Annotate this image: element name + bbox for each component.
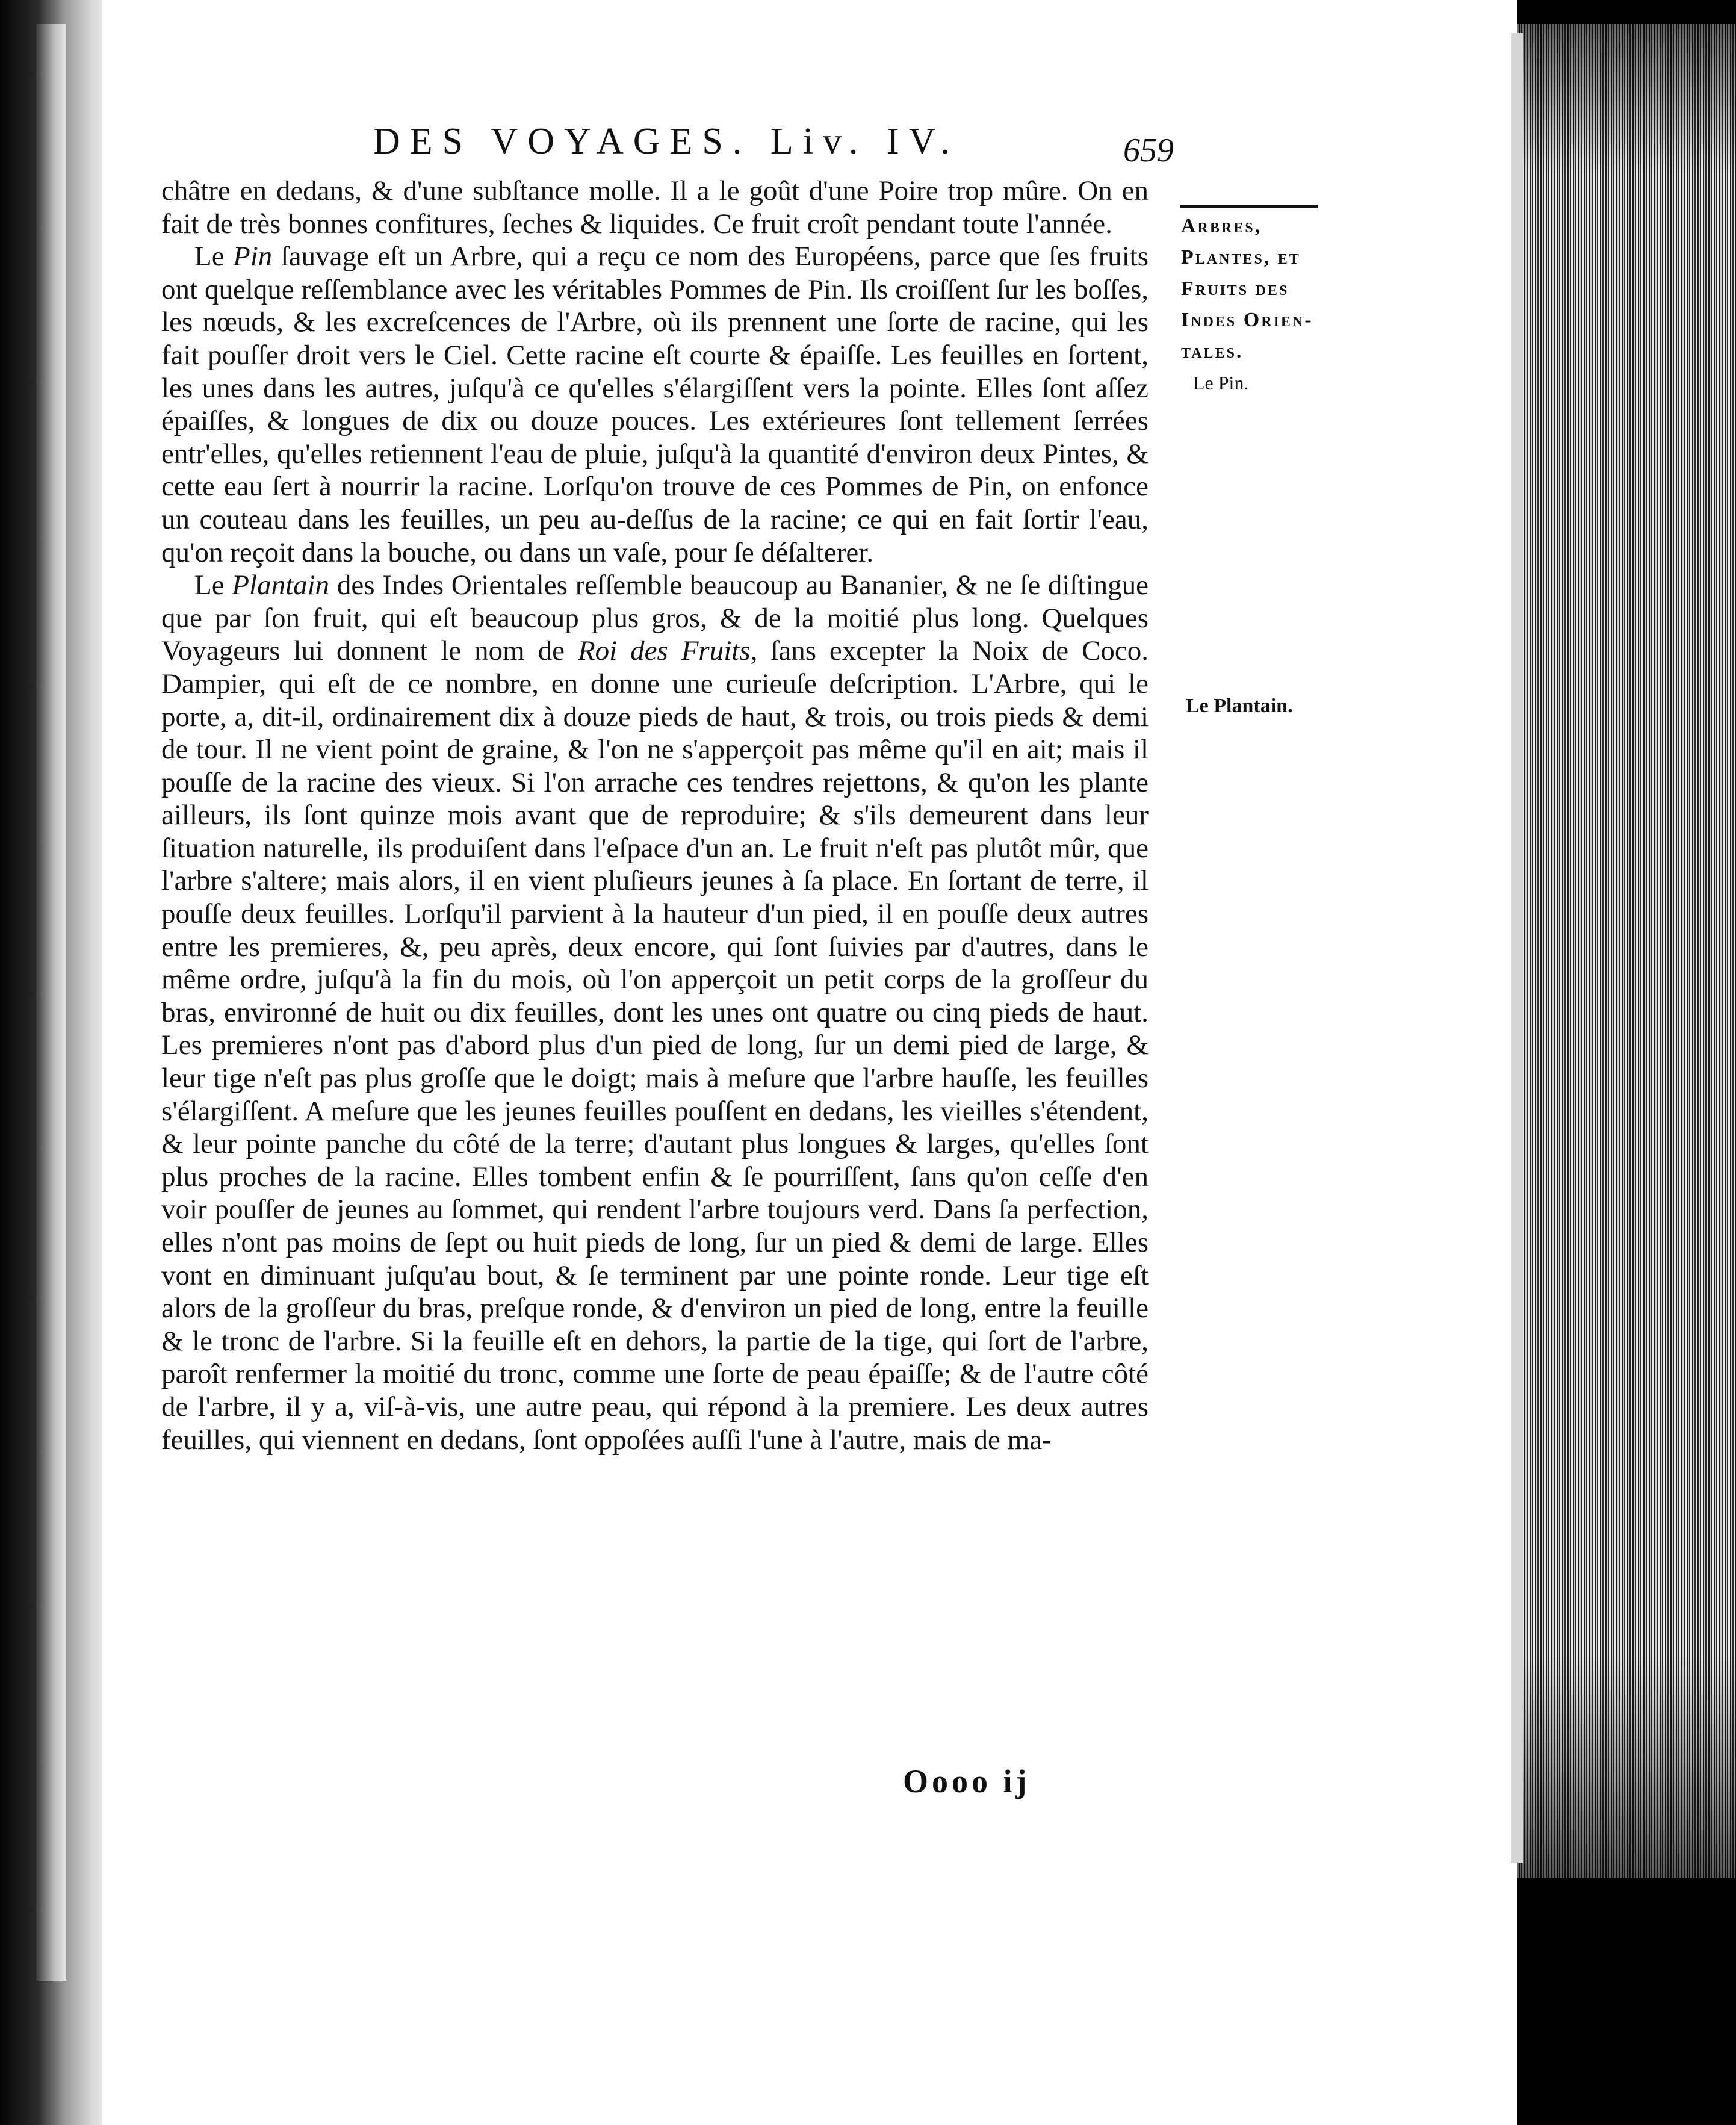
margin-header-line: tales.: [1181, 340, 1244, 362]
margin-header-line: Plantes, et: [1181, 246, 1301, 268]
margin-header-line: Fruits des: [1181, 278, 1289, 300]
page-stack-right: [1517, 24, 1736, 1878]
paragraph-pin: Le Pin ſauvage eſt un Arbre, qui a reçu ce nom des Européens, parce que ſes fruits ont quelque reſſemblance avec les véritables Pommes de Pin. Ils croiſſent ſur les boſſes, les nœuds, & les excreſcences de l'Arbre, où ils prennent une ſorte de racine, qui les fait pouſſer droit vers le Ciel. Cette racine eſt courte & épaiſſe. Les feuilles en ſortent, les unes dans les autres, juſqu'à ce qu'elles s'élargiſſent vers la pointe. Elles ſont aſſez épaiſſes, & longues de dix ou douze pouces. Les extérieures ſont tellement ſerrées entr'elles, qu'elles retiennent l'eau de pluie, juſqu'à la quantité d'environ deux Pintes, & cette eau ſert à nourrir la racine. Lorſqu'on trouve de ces Pommes de Pin, on enfonce un couteau dans les feuilles, un peu au-deſſus de la racine; ce qui en fait ſortir l'eau, qu'on reçoit dans la bouche, ou dans un vaſe, pour ſe déſalterer.: [161, 241, 1149, 568]
paragraph-continuation: châtre en dedans, & d'une subſtance molle. Il a le goût d'une Poire trop mûre. On en fait de très bonnes confitures, ſeches & liquides. Ce fruit croît pendant toute l'année.: [161, 175, 1149, 240]
margin-header-line: Arbres,: [1181, 215, 1262, 237]
margin-rule: [1180, 205, 1318, 208]
page-number: 659: [1123, 132, 1174, 169]
signature-mark: Oooo ij: [903, 1763, 1031, 1799]
margin-section-title: [1181, 211, 1331, 367]
margin-note-pin: Le Pin.: [1193, 372, 1249, 394]
running-title: DES VOYAGES. Liv. IV.: [373, 121, 959, 162]
margin-header-line: Indes Orien-: [1181, 309, 1313, 331]
running-head: [373, 120, 1174, 175]
margin-notes: [1181, 211, 1331, 399]
margin-note-plantain: Le Plantain.: [1186, 695, 1293, 717]
page-edge-left: [36, 24, 66, 1981]
paragraph-plantain: Le Plantain des Indes Orientales reſſemble beaucoup au Bananier, & ne ſe diſtingue que par ſon fruit, qui eſt beaucoup plus gros, & de la moitié plus long. Quelques Voyageurs lui donnent le nom de Roi des Fruits, ſans excepter la Noix de Coco. Dampier, qui eſt de ce nombre, en donne une curieuſe deſcription. L'Arbre, qui le porte, a, dit-il, ordinairement dix à douze pieds de haut, & trois, ou trois pieds & demi de tour. Il ne vient point de graine, & l'on ne s'apperçoit pas même qu'il en ait; mais il pouſſe de la racine des vieux. Si l'on arrache ces tendres rejettons, & qu'on les plante ailleurs, ils ſont quinze mois avant que de reproduire; & s'ils demeurent dans leur ſituation naturelle, ils produiſent dans l'eſpace d'un an. Le fruit n'eſt pas plutôt mûr, que l'arbre s'altere; mais alors, il en vient pluſieurs jeunes à ſa place. En ſortant de terre, il pouſſe deux feuilles. Lorſqu'il parvient à la hauteur d'un pied, il en pouſſe deux autres entre les premieres, &, peu après, deux encore, qui ſont ſuivies par d'autres, dans le même ordre, juſqu'à la fin du mois, où l'on apperçoit un petit corps de la groſſeur du bras, environné de huit ou dix feuilles, dont les unes ont quatre ou cinq pieds de haut. Les premieres n'ont pas d'abord plus d'un pied de long, ſur un demi pied de large, & leur tige n'eſt pas plus groſſe que le doigt; mais à meſure que l'arbre hauſſe, les feuilles s'élargiſſent. A meſure que les jeunes feuilles pouſſent en dedans, les vieilles s'étendent, & leur pointe panche du côté de la terre; d'autant plus longues & larges, qu'elles ſont plus proches de la racine. Elles tombent enfin & ſe pourriſſent, ſans qu'on ceſſe d'en voir pouſſer de jeunes au ſommet, qui rendent l'arbre toujours verd. Dans ſa perfection, elles n'ont pas moins de ſept ou huit pieds de long, ſur un pied & demi de large. Elles vont en diminuant juſqu'au bout, & ſe terminent par une pointe ronde. Leur tige eſt alors de la groſſeur du bras, preſque ronde, & d'environ un pied de long, entre la feuille & le tronc de l'arbre. Si la feuille eſt en dehors, la partie de la tige, qui ſort de l'arbre, paroît renfermer la moitié du tronc, comme une ſorte de peau épaiſſe; & de l'autre côté de l'arbre, il y a, viſ-à-vis, une autre peau, qui répond à la premiere. Les deux autres feuilles, qui viennent en dedans, ſont oppoſées auſſi l'une à l'autre, mais de ma-: [161, 569, 1149, 1456]
book-spine-left: [0, 0, 108, 2125]
body-text: [161, 175, 1149, 1456]
